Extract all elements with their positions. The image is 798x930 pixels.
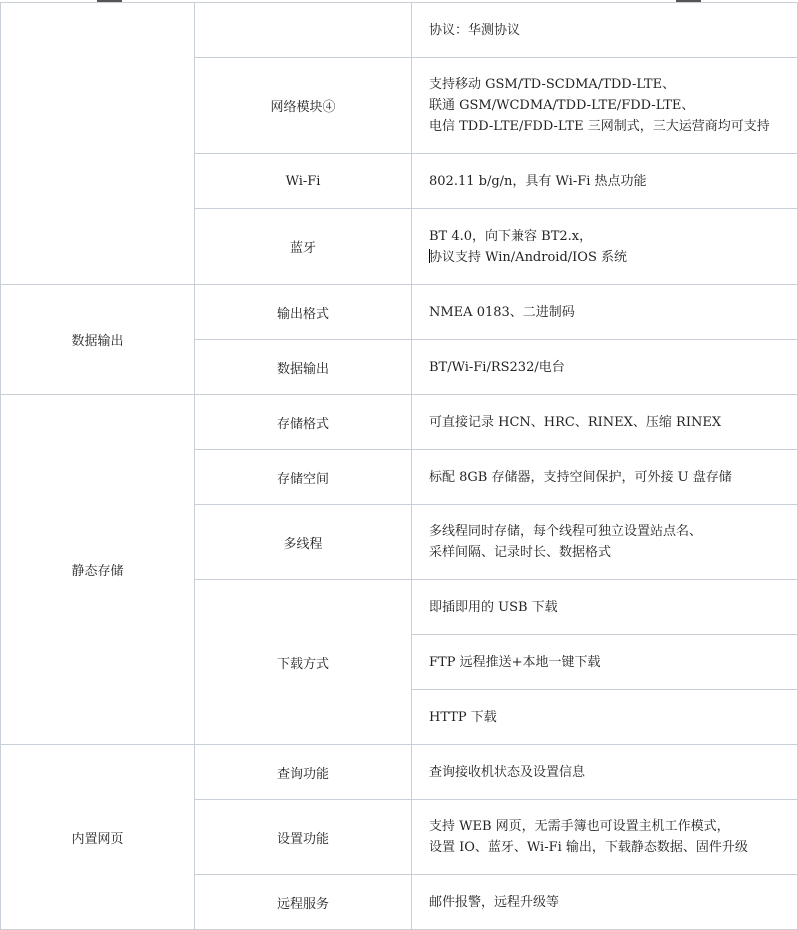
- desc-line: 802.11 b/g/n，具有 Wi-Fi 热点功能: [429, 173, 647, 189]
- desc-line: 采样间隔、记录时长、数据格式: [429, 545, 612, 560]
- item-desc-cell: [412, 3, 798, 58]
- desc-line: BT 4.0，向下兼容 BT2.x，: [429, 228, 593, 244]
- item-desc-cell: [412, 745, 798, 800]
- item-name-cell: 网络模块④: [195, 58, 412, 154]
- item-name-cell: 输出格式: [195, 285, 412, 340]
- item-desc-cell: [412, 450, 798, 505]
- category-cell: 内置网页: [1, 745, 195, 930]
- desc-line: 设置 IO、蓝牙、Wi-Fi 输出，下载静态数据、固件升级: [429, 840, 748, 855]
- item-name-cell: 远程服务: [195, 875, 412, 930]
- spec-table: [0, 2, 798, 930]
- item-desc-cell: [412, 58, 798, 154]
- desc-line: HTTP 下载: [429, 709, 497, 725]
- desc-line: 查询接收机状态及设置信息: [429, 764, 586, 780]
- item-desc-cell: [412, 800, 798, 875]
- desc-line-with-caret: [429, 247, 797, 268]
- desc-line: 标配 8GB 存储器，支持空间保护，可外接 U 盘存储: [429, 469, 732, 485]
- table-row: [1, 285, 798, 340]
- item-name-cell: [195, 3, 412, 58]
- item-desc-cell: [412, 395, 798, 450]
- item-desc-cell: [412, 285, 798, 340]
- item-desc-cell: [412, 340, 798, 395]
- desc-line-text: 协议支持 Win/Android/IOS 系统: [429, 249, 627, 265]
- desc-line: 支持移动 GSM/TD-SCDMA/TDD-LTE、: [429, 77, 676, 92]
- desc-line: 邮件报警，远程升级等: [429, 894, 560, 910]
- item-name-cell: 蓝牙: [195, 209, 412, 285]
- desc-line: BT/Wi-Fi/RS232/电台: [429, 359, 565, 375]
- desc-line: NMEA 0183、二进制码: [429, 304, 575, 320]
- table-row: [1, 745, 798, 800]
- desc-line: 支持 WEB 网页，无需手簿也可设置主机工作模式，: [429, 819, 730, 834]
- item-name-cell: 存储格式: [195, 395, 412, 450]
- item-desc-cell: [412, 690, 798, 745]
- category-cell: 数据输出: [1, 285, 195, 395]
- desc-line: 协议：华测协议: [429, 22, 521, 38]
- desc-line: 联通 GSM/WCDMA/TDD-LTE/FDD-LTE、: [429, 98, 695, 113]
- desc-line: 即插即用的 USB 下载: [429, 599, 558, 615]
- desc-line: FTP 远程推送+本地一键下载: [429, 654, 601, 670]
- item-desc-cell[interactable]: [412, 209, 798, 285]
- item-name-cell: 多线程: [195, 505, 412, 580]
- item-name-cell: 设置功能: [195, 800, 412, 875]
- item-name-cell: 数据输出: [195, 340, 412, 395]
- item-desc-cell: [412, 154, 798, 209]
- item-desc-cell: [412, 580, 798, 635]
- item-name-cell: 下载方式: [195, 580, 412, 745]
- category-cell: [1, 3, 195, 285]
- item-name-cell: 存储空间: [195, 450, 412, 505]
- item-desc-cell: [412, 875, 798, 930]
- item-name-cell: Wi-Fi: [195, 154, 412, 209]
- desc-line: 电信 TDD-LTE/FDD-LTE 三网制式，三大运营商均可支持: [429, 119, 770, 134]
- desc-line: 多线程同时存储，每个线程可独立设置站点名、: [429, 524, 703, 539]
- category-cell: 静态存储: [1, 395, 195, 745]
- table-row: [1, 395, 798, 450]
- table-row: [1, 3, 798, 58]
- desc-line: 可直接记录 HCN、HRC、RINEX、压缩 RINEX: [429, 414, 722, 430]
- item-desc-cell: [412, 505, 798, 580]
- item-desc-cell: [412, 635, 798, 690]
- item-name-cell: 查询功能: [195, 745, 412, 800]
